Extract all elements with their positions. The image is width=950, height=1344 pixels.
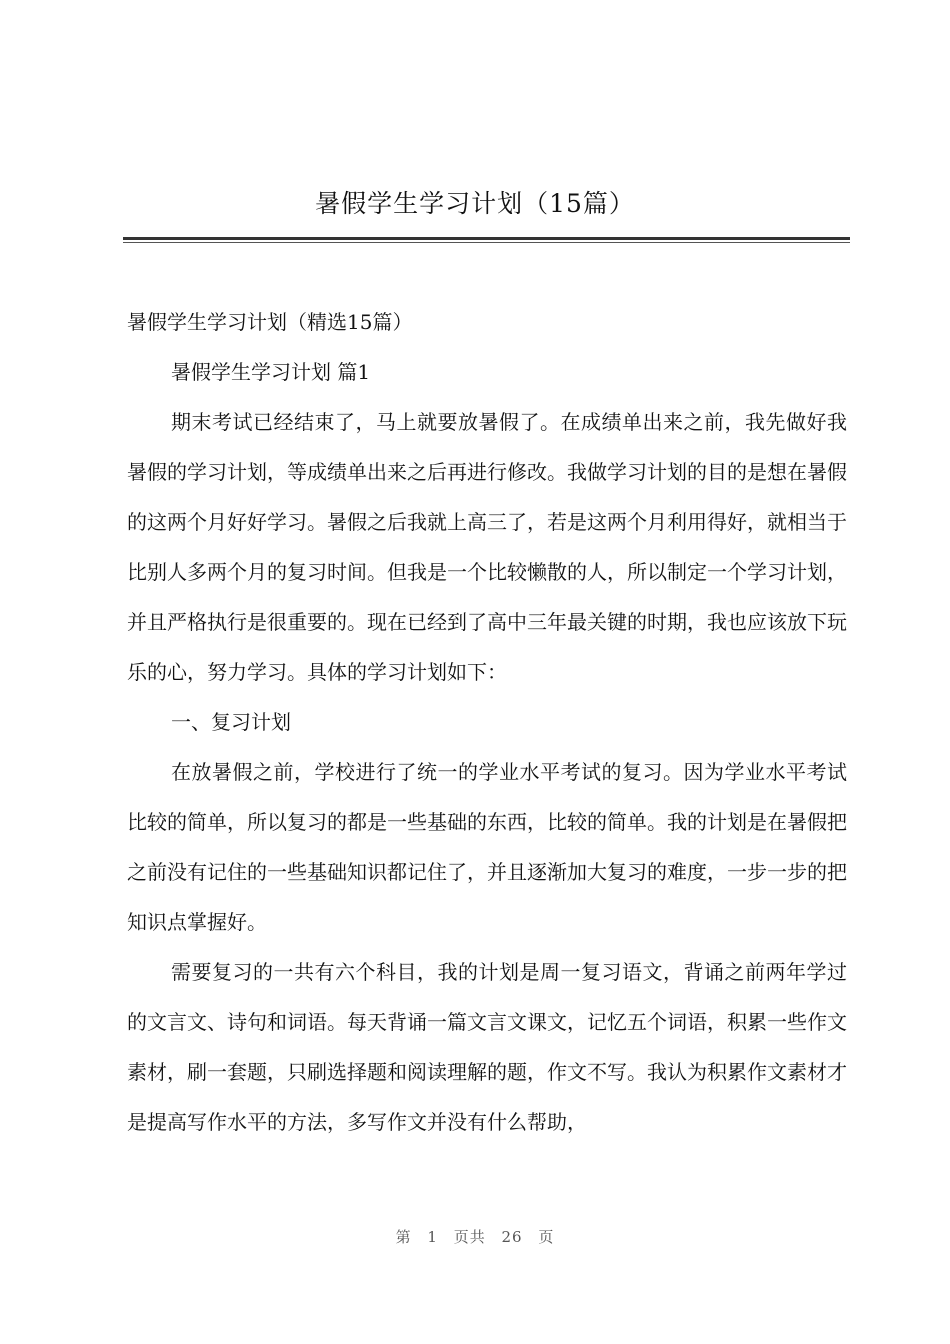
page-footer	[0, 1226, 950, 1247]
subsection-heading: 一、复习计划	[171, 710, 291, 734]
paragraph-subjects: 需要复习的一共有六个科目，我的计划是周一复习语文，背诵之前两年学过的文言文、诗句和词语。每天背诵一篇文言文课文，记忆五个词语，积累一些作文素材，刷一套题，只刷选择题和阅读理解的题，作文不写。我认为积累作文素材才是提高写作水平的方法，多写作文并没有什么帮助，	[127, 960, 847, 1134]
paragraph-review: 在放暑假之前，学校进行了统一的学业水平考试的复习。因为学业水平考试比较的简单，所以复习的都是一些基础的东西，比较的简单。我的计划是在暑假把之前没有记住的一些基础知识都记住了，并且逐渐加大复习的难度，一步一步的把知识点掌握好。	[127, 760, 847, 934]
paragraph-intro: 期末考试已经结束了，马上就要放暑假了。在成绩单出来之前，我先做好我暑假的学习计划，等成绩单出来之后再进行修改。我做学习计划的目的是想在暑假的这两个月好好学习。暑假之后我就上高三了，若是这两个月利用得好，就相当于比别人多两个月的复习时间。但我是一个比较懒散的人，所以制定一个学习计划，并且严格执行是很重要的。现在已经到了高中三年最关键的时期，我也应该放下玩乐的心，努力学习。具体的学习计划如下：	[127, 410, 847, 684]
footer-label-post: 页	[538, 1228, 555, 1246]
footer-page-total: 26	[501, 1228, 523, 1246]
footer-label-mid: 页共	[453, 1228, 486, 1246]
document-title: 暑假学生学习计划（15篇）	[315, 189, 635, 218]
title-divider-thin	[123, 242, 850, 243]
document-body	[127, 297, 847, 1147]
footer-label-pre: 第	[395, 1228, 412, 1246]
document-subtitle: 暑假学生学习计划（精选15篇）	[127, 310, 413, 334]
footer-page-current: 1	[427, 1228, 438, 1246]
title-divider-thick	[123, 237, 850, 240]
section-heading: 暑假学生学习计划 篇1	[171, 360, 371, 384]
